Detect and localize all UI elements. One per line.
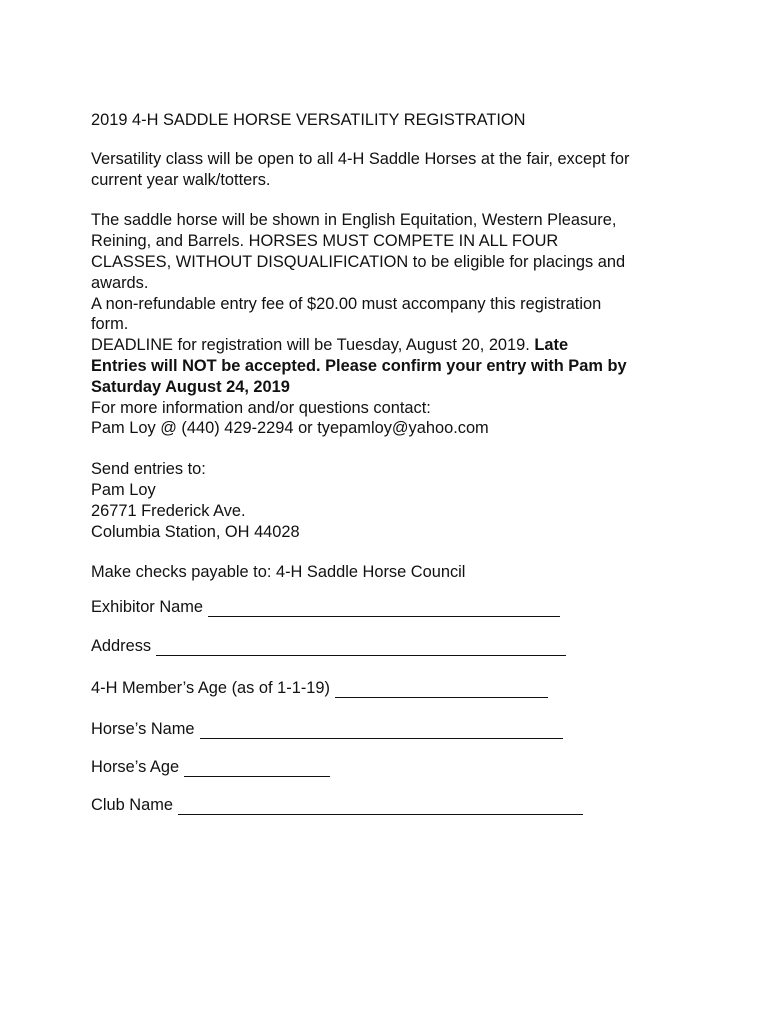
horse-age-field	[91, 757, 330, 777]
horse-age-label: Horse’s Age	[91, 758, 180, 776]
intro-line: Versatility class will be open to all 4-H Saddle Horses at the fair, except for	[91, 149, 630, 168]
club-name-field	[91, 795, 583, 815]
rules-line: A non-refundable entry fee of $20.00 must accompany this registration	[91, 294, 602, 313]
exhibitor-name-field	[91, 597, 560, 617]
deadline-text: DEADLINE for registration will be Tuesday, August 20, 2019.	[91, 336, 535, 355]
horse-name-blank[interactable]	[200, 721, 563, 739]
document-body	[91, 110, 711, 583]
send-to-block	[91, 459, 711, 542]
horse-age-blank[interactable]	[184, 759, 330, 777]
deadline-line	[91, 335, 711, 356]
contact-details: Pam Loy @ (440) 429-2294 or tyepamloy@yahoo.com	[91, 419, 489, 438]
rules-line: The saddle horse will be shown in English Equitation, Western Pleasure,	[91, 211, 617, 230]
rules-line: CLASSES, WITHOUT DISQUALIFICATION to be eligible for placings and	[91, 252, 626, 271]
horse-name-field	[91, 719, 563, 739]
member-age-label: 4-H Member’s Age (as of 1-1-19)	[91, 679, 330, 697]
club-name-label: Club Name	[91, 796, 173, 814]
deadline-warning: Entries will NOT be accepted. Please confirm your entry with Pam by	[91, 356, 627, 375]
send-to-heading: Send entries to:	[91, 460, 206, 479]
deadline-confirm-date: Saturday August 24, 2019	[91, 377, 290, 396]
payable-note: Make checks payable to: 4-H Saddle Horse Council	[91, 563, 466, 582]
intro-line: current year walk/totters.	[91, 170, 271, 189]
rules-line: form.	[91, 315, 129, 334]
address-blank[interactable]	[156, 638, 566, 656]
contact-heading: For more information and/or questions contact:	[91, 398, 431, 417]
rules-paragraph	[91, 210, 711, 335]
address-field	[91, 636, 566, 656]
exhibitor-name-label: Exhibitor Name	[91, 598, 204, 616]
send-to-name: Pam Loy	[91, 480, 156, 499]
horse-name-label: Horse’s Name	[91, 720, 195, 738]
send-to-street: 26771 Frederick Ave.	[91, 501, 246, 520]
member-age-blank[interactable]	[335, 680, 548, 698]
contact-paragraph	[91, 398, 711, 440]
exhibitor-name-blank[interactable]	[208, 599, 560, 617]
send-to-city: Columbia Station, OH 44028	[91, 522, 300, 541]
club-name-blank[interactable]	[178, 797, 583, 815]
deadline-late: Late	[534, 336, 569, 355]
rules-line: Reining, and Barrels. HORSES MUST COMPETE IN ALL FOUR	[91, 232, 559, 251]
document-title: 2019 4-H SADDLE HORSE VERSATILITY REGISTRATION	[91, 111, 526, 129]
address-label: Address	[91, 637, 152, 655]
deadline-paragraph	[91, 335, 711, 397]
member-age-field	[91, 678, 548, 698]
intro-paragraph	[91, 149, 711, 191]
rules-line: awards.	[91, 273, 149, 292]
